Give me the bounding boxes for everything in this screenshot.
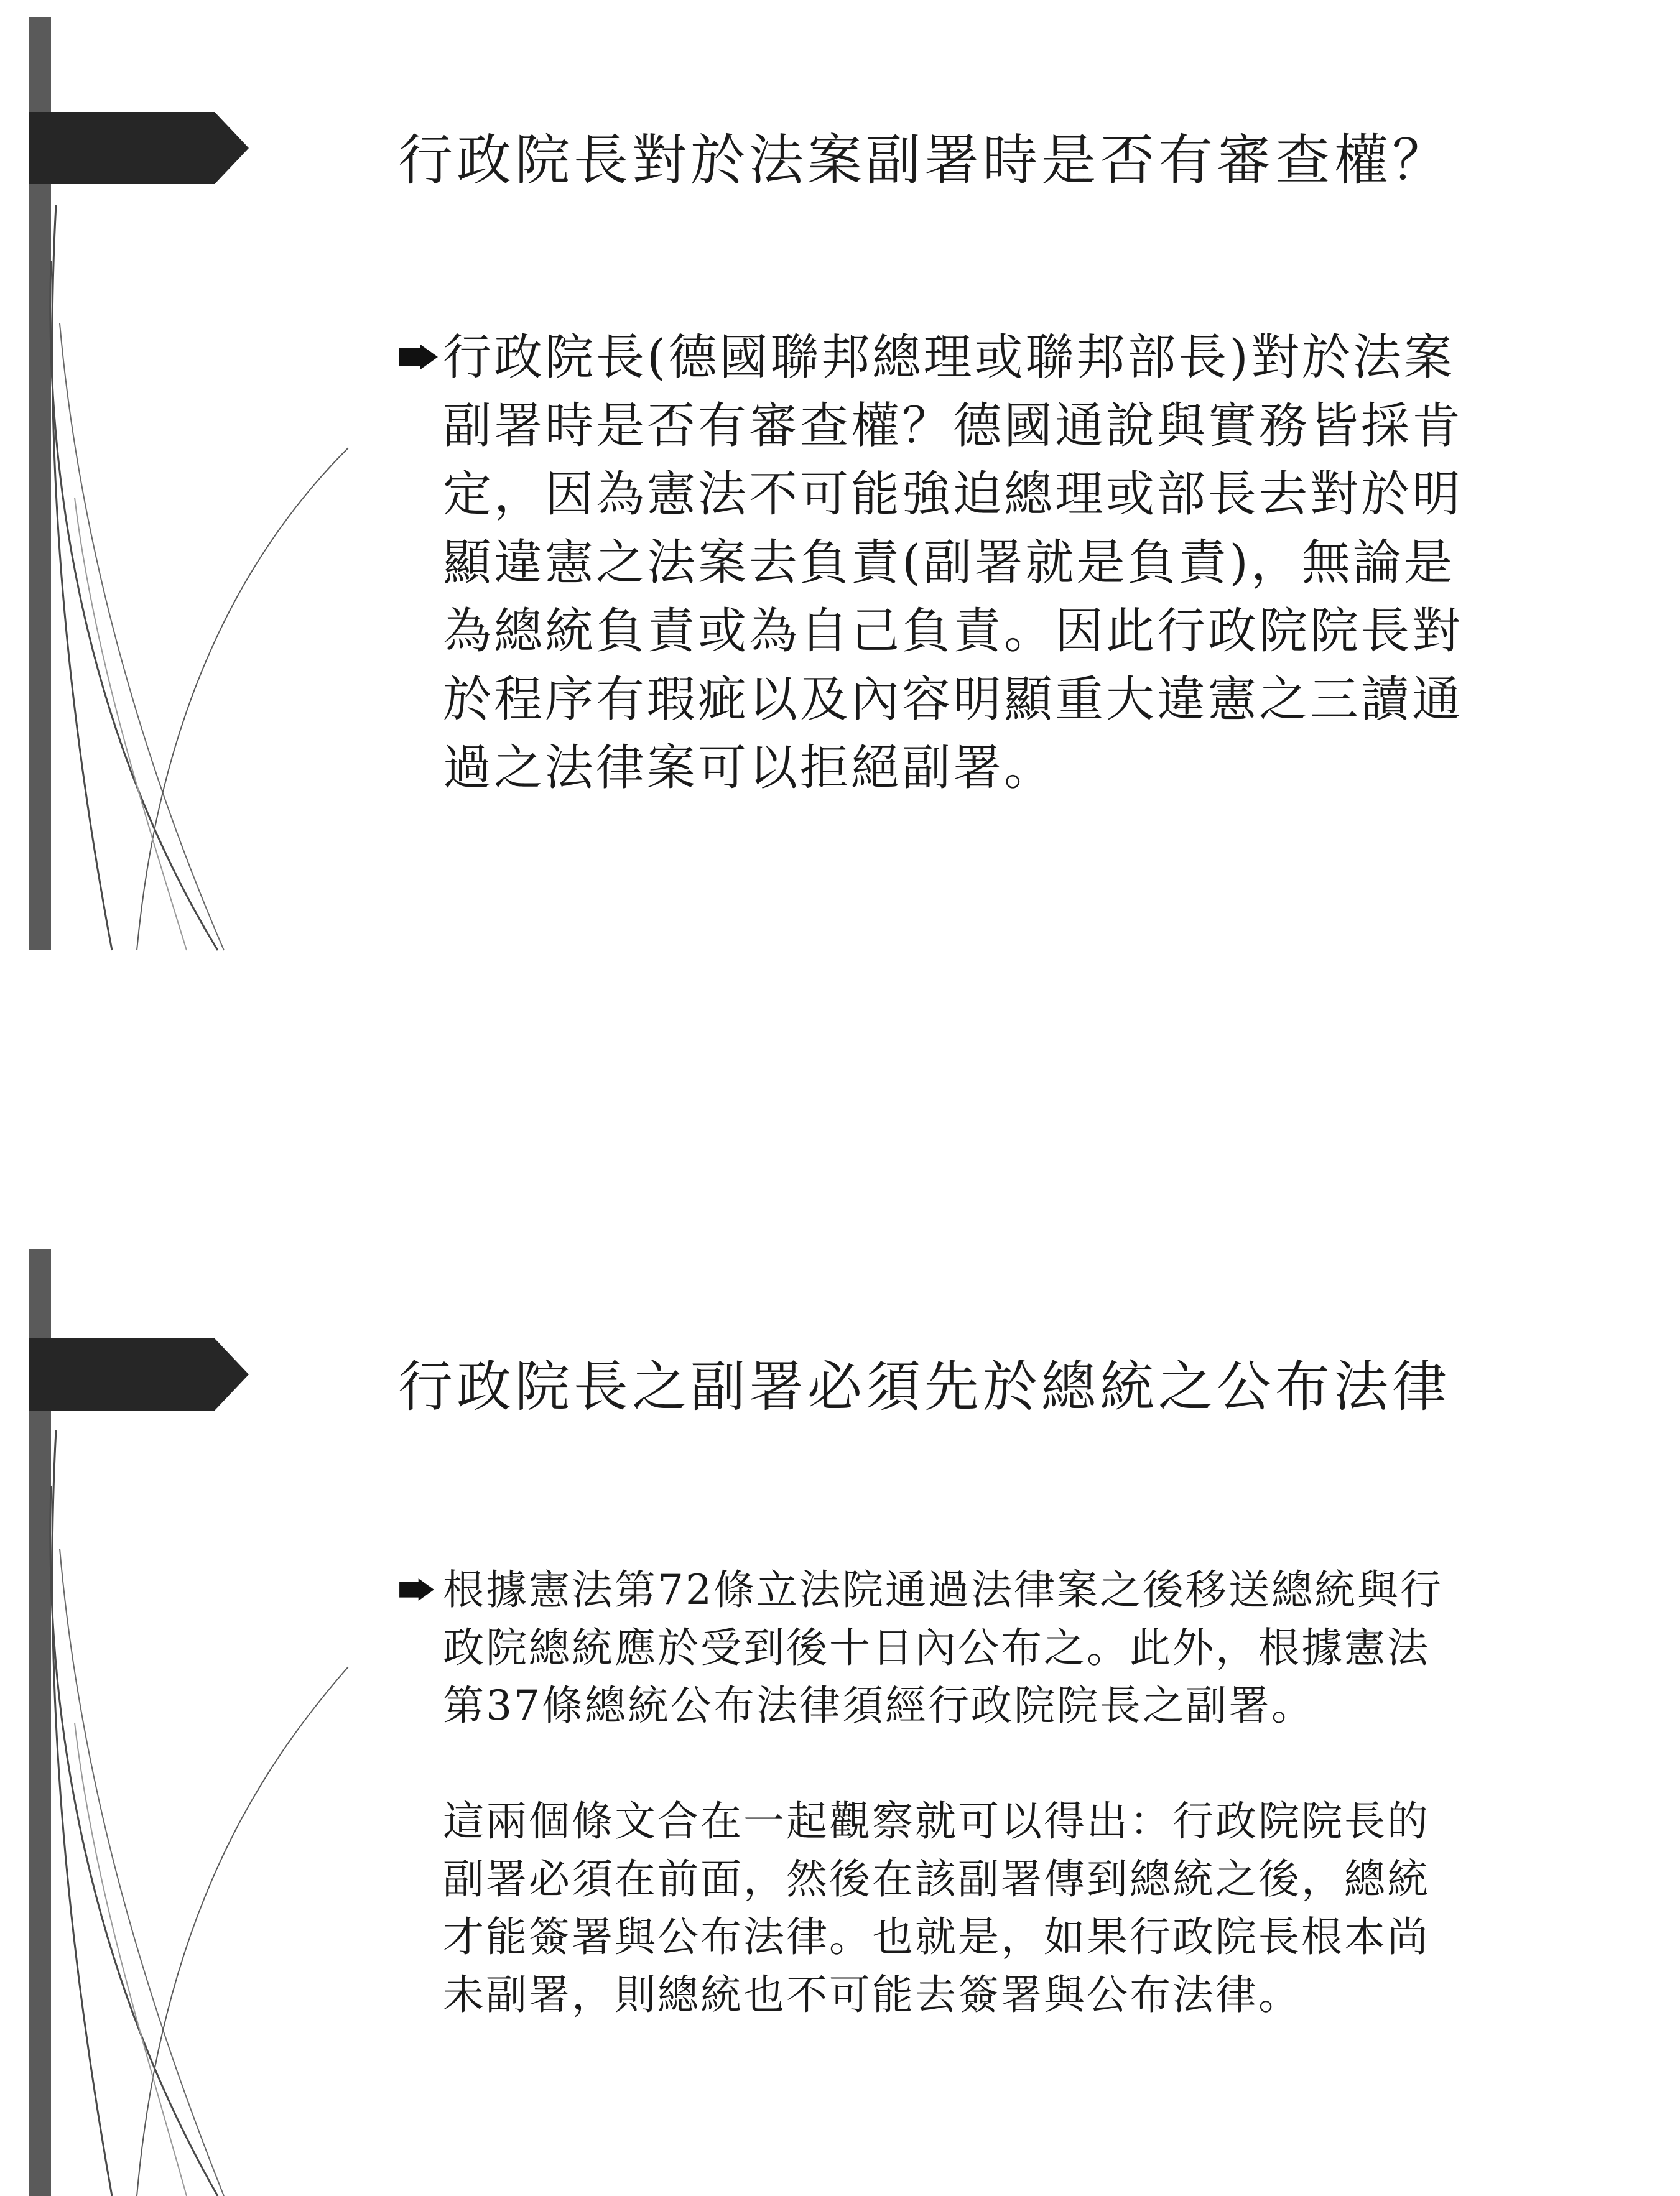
bullet-text: 根據憲法第72條立法院通過法律案之後移送總統與行 政院總統應於受到後十日內公布之。此外，根據憲法 第37條總統公布法律須經行政院院長之副署。 (443, 1566, 1443, 1730)
slide-title: 行政院長之副署必須先於總統之公布法律 (398, 1355, 1451, 1419)
pointing-arrow-icon (398, 323, 443, 369)
slide-2 (0, 1231, 1680, 2196)
pointing-arrow-icon (398, 1561, 443, 1601)
bullet-block (398, 1561, 1567, 2024)
signpost-arrow (29, 112, 249, 184)
bullet-continuation-text: 這兩個條文合在一起觀察就可以得出：行政院院長的 副署必須在前面，然後在該副署傳到總統之後，總統 才能簽署與公布法律。也就是，如果行政院長根本尚 未副署，則總統也不可能去簽署與公布法律。 (443, 1797, 1430, 2019)
signpost-arrow-icon (0, 1231, 373, 2196)
signpost-arrow-icon (0, 0, 373, 983)
slide-1 (0, 0, 1680, 983)
signpost-arrow (29, 1338, 249, 1411)
bullet-item (398, 1561, 1567, 1735)
bullet-block (398, 323, 1567, 802)
bullet-text: 行政院長(德國聯邦總理或聯邦部長)對於法案 副署時是否有審查權？德國通說與實務皆採肯 定，因為憲法不可能強迫總理或部長去對於明 顯違憲之法案去負責(副署就是負責)，無論是 為總統負責或為自己負責。因此行政院院長對 於程序有瑕疵以及內容明顯重大違憲之三讀通 過之法律案可以拒絕副署。 (443, 330, 1464, 796)
slide-title: 行政院長對於法案副署時是否有審查權？ (398, 128, 1451, 192)
bullet-item (398, 323, 1567, 802)
